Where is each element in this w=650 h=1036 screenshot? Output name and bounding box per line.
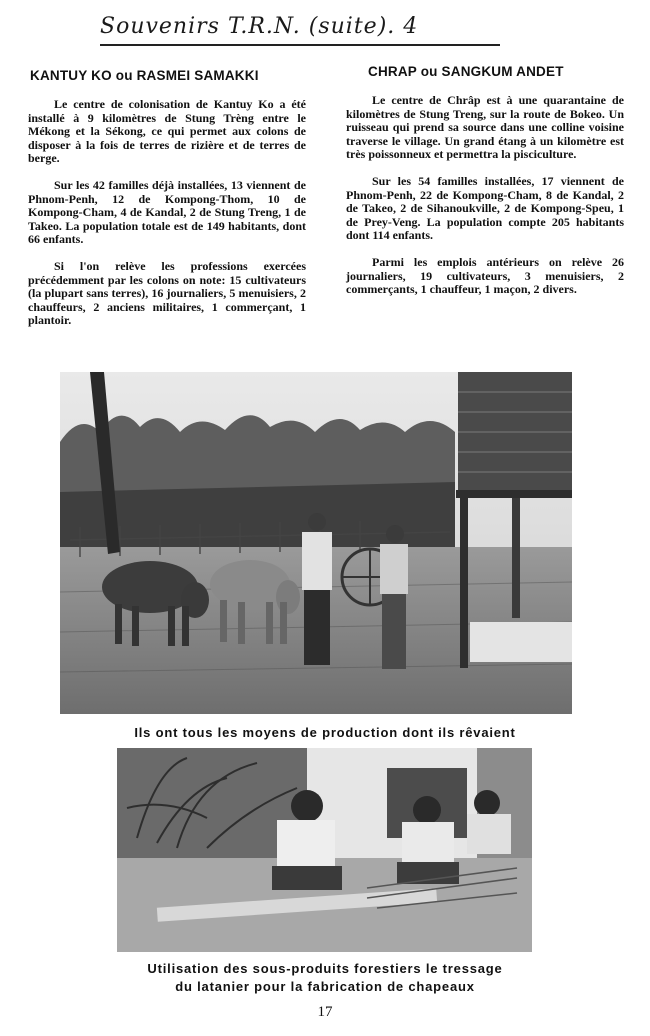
- photo1-caption: Ils ont tous les moyens de production dont ils rêvaient: [134, 725, 516, 740]
- photo2-caption-line2: du latanier pour la fabrication de chapeaux: [175, 979, 475, 994]
- right-paragraph-1: Le centre de Chrâp est à une quarantaine de kilomètres de Stung Treng, sur la route de Bokeo. Un ruisseau qui prend sa source dans une colline voisine traverse le village. Un grand étang à un kilomètre est très poissonneux et permettra la pisciculture.: [346, 93, 624, 162]
- handwritten-title: Souvenirs T.R.N. (suite). 4: [100, 14, 520, 48]
- left-paragraph-3: Si l'on relève les professions exercées précédemment par les colons on note: 15 cultivateurs (la plupart sans terres), 16 journaliers, 5 menuisiers, 2 chauffeurs, 2 anciens militaires, 1 commerçant, 1 plantoir.: [28, 258, 306, 328]
- left-column-text: [28, 98, 306, 341]
- left-paragraph-1: Le centre de colonisation de Kantuy Ko a été installé à 9 kilomètres de Stung Trèng entre le Mékong et la Sékong, ce qui permet aux colons de disposer à la fois de terres de rizière et de terres de berge.: [28, 97, 306, 166]
- left-column-heading: KANTUY KO ou RASMEI SAMAKKI: [30, 68, 259, 83]
- photo-weaving-palm: [117, 748, 532, 952]
- photo-oxen-ploughing: [60, 372, 572, 714]
- right-column-text: [346, 94, 624, 310]
- photo2-caption: [90, 960, 560, 996]
- right-paragraph-2: Sur les 54 familles installées, 17 viennent de Phnom-Penh, 22 de Kompong-Cham, 8 de Kandal, 2 de Takeo, 2 de Sihanoukville, 2 de Kompong-Speu, 1 de Prey-Veng. La population compte 205 habitants dont 114 enfants.: [346, 173, 624, 243]
- page-number: 17: [317, 1004, 333, 1020]
- photo2-caption-line1: Utilisation des sous-produits forestiers le tressage: [147, 961, 503, 976]
- left-paragraph-2: Sur les 42 familles déjà installées, 13 viennent de Phnom-Penh, 12 de Kompong-Thom, 10 de Kompong-Cham, 4 de Kandal, 2 de Stung Treng, 1 de Takeo. La population totale est de 149 habitants, dont 66 enfants.: [28, 177, 306, 247]
- right-paragraph-3: Parmi les emplois antérieurs on relève 26 journaliers, 19 cultivateurs, 3 menuisiers, 2 commerçants, 1 chauffeur, 1 maçon, 2 divers.: [346, 254, 624, 297]
- right-column-heading: CHRAP ou SANGKUM ANDET: [368, 64, 564, 79]
- title-underline: [100, 44, 500, 46]
